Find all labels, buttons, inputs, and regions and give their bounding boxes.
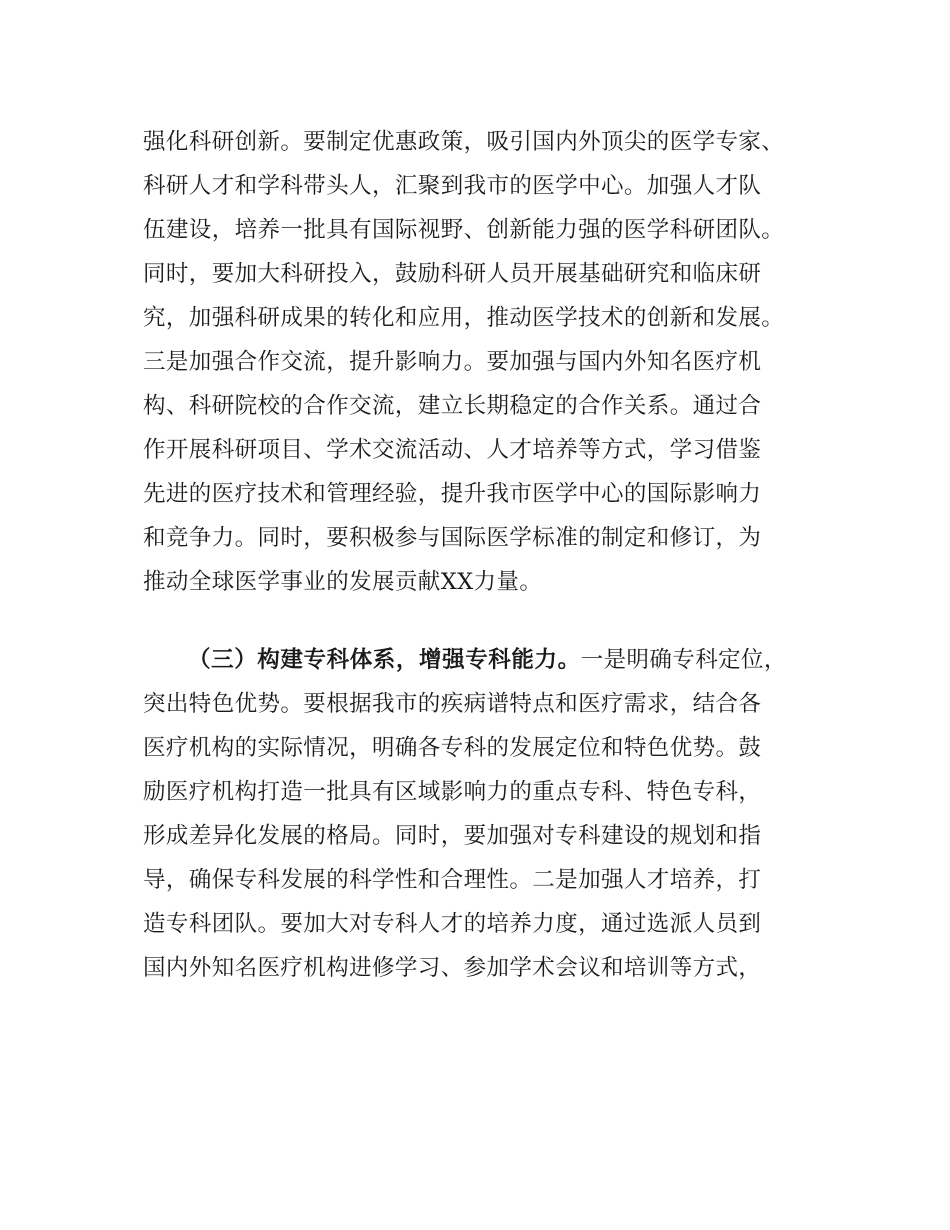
- section-heading-continuation: 一是明确专科定位，: [580, 647, 787, 673]
- paragraph-line: 究，加强科研成果的转化和应用，推动医学技术的创新和发展。: [143, 305, 785, 331]
- paragraph-line: 和竞争力。同时，要积极参与国际医学标准的制定和修订，为: [143, 525, 762, 551]
- paragraph-line: 推动全球医学事业的发展贡献XX力量。: [143, 569, 543, 595]
- paragraph-line: 构、科研院校的合作交流，建立长期稳定的合作关系。通过合: [143, 393, 762, 419]
- paragraph-line: 同时，要加大科研投入，鼓励科研人员开展基础研究和临床研: [143, 261, 762, 287]
- section-heading: （三）构建专科体系，增强专科能力。: [188, 647, 581, 673]
- section-heading-line: [188, 640, 833, 680]
- paragraph-line: 伍建设，培养一批具有国际视野、创新能力强的医学科研团队。: [143, 217, 785, 243]
- paragraph-line: 作开展科研项目、学术交流活动、人才培养等方式，学习借鉴: [143, 437, 762, 463]
- paragraph-line: 形成差异化发展的格局。同时，要加强对专科建设的规划和指: [143, 823, 762, 849]
- paragraph-line: 医疗机构的实际情况，明确各专科的发展定位和特色优势。鼓: [143, 735, 762, 761]
- paragraph-line: 科研人才和学科带头人，汇聚到我市的医学中心。加强人才队: [143, 173, 762, 199]
- paragraph-line: 强化科研创新。要制定优惠政策，吸引国内外顶尖的医学专家、: [143, 129, 785, 155]
- paragraph-line: 先进的医疗技术和管理经验，提升我市医学中心的国际影响力: [143, 481, 762, 507]
- paragraph-line: 导，确保专科发展的科学性和合理性。二是加强人才培养，打: [143, 867, 762, 893]
- paragraph-line: 突出特色优势。要根据我市的疾病谱特点和医疗需求，结合各: [143, 691, 762, 717]
- paragraph-line: 三是加强合作交流，提升影响力。要加强与国内外知名医疗机: [143, 349, 762, 375]
- paragraph-line: 励医疗机构打造一批具有区域影响力的重点专科、特色专科，: [143, 779, 762, 805]
- paragraph-line: 造专科团队。要加大对专科人才的培养力度，通过选派人员到: [143, 911, 762, 937]
- paragraph-line: 国内外知名医疗机构进修学习、参加学术会议和培训等方式，: [143, 955, 762, 981]
